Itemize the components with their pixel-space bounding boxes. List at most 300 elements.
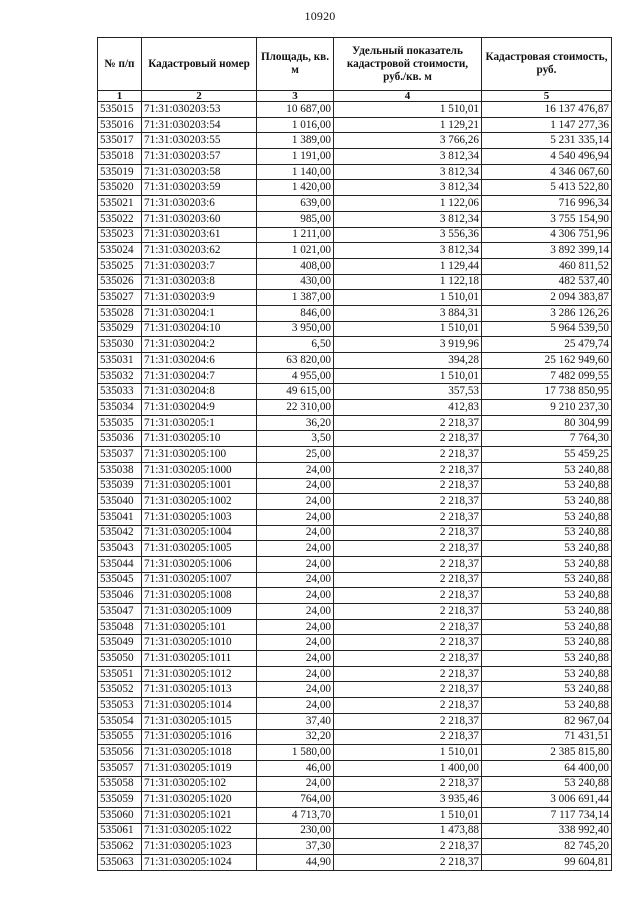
cadastral-number-cell: 71:31:030204:1 [142,305,257,321]
table-row [98,400,612,416]
area-cell: 1 016,00 [257,117,334,133]
specific-value-cell: 3 812,34 [334,243,482,259]
specific-value-cell: 2 218,37 [334,839,482,855]
row-number-cell: 535046 [98,588,142,604]
area-cell: 25,00 [257,447,334,463]
specific-value-cell: 1 510,01 [334,102,482,118]
header-num: № п/п [98,38,142,91]
row-number-cell: 535039 [98,478,142,494]
specific-value-cell: 2 218,37 [334,556,482,572]
cadastral-value-cell: 7 117 734,14 [482,807,612,823]
area-cell: 846,00 [257,305,334,321]
specific-value-cell: 3 935,46 [334,792,482,808]
specific-value-cell: 3 919,96 [334,337,482,353]
cadastral-number-cell: 71:31:030205:1010 [142,635,257,651]
cadastral-number-cell: 71:31:030205:1015 [142,713,257,729]
row-number-cell: 535063 [98,855,142,871]
specific-value-cell: 2 218,37 [334,415,482,431]
specific-value-cell: 3 812,34 [334,211,482,227]
specific-value-cell: 3 884,31 [334,305,482,321]
header-specific-value: Удельный показатель кадастровой стоимости, руб./кв. м [334,38,482,91]
row-number-cell: 535054 [98,713,142,729]
table-row [98,823,612,839]
cadastral-number-cell: 71:31:030204:9 [142,400,257,416]
area-cell: 32,20 [257,729,334,745]
cadastral-number-cell: 71:31:030203:55 [142,133,257,149]
cadastral-number-cell: 71:31:030203:9 [142,290,257,306]
cadastral-value-cell: 53 240,88 [482,604,612,620]
table-row [98,353,612,369]
area-cell: 24,00 [257,525,334,541]
cadastral-value-cell: 53 240,88 [482,635,612,651]
table-row [98,572,612,588]
area-cell: 10 687,00 [257,102,334,118]
row-number-cell: 535047 [98,604,142,620]
row-number-cell: 535056 [98,745,142,761]
specific-value-cell: 1 510,01 [334,807,482,823]
cadastral-number-cell: 71:31:030205:1014 [142,698,257,714]
row-number-cell: 535061 [98,823,142,839]
specific-value-cell: 1 122,18 [334,274,482,290]
area-cell: 1 387,00 [257,290,334,306]
specific-value-cell: 1 400,00 [334,760,482,776]
header-cadastral-value: Кадастровая стоимость, руб. [482,38,612,91]
row-number-cell: 535041 [98,509,142,525]
area-cell: 4 713,70 [257,807,334,823]
specific-value-cell: 3 556,36 [334,227,482,243]
area-cell: 1 191,00 [257,149,334,165]
cadastral-value-cell: 82 745,20 [482,839,612,855]
row-number-cell: 535032 [98,368,142,384]
cadastral-number-cell: 71:31:030203:6 [142,196,257,212]
row-number-cell: 535017 [98,133,142,149]
specific-value-cell: 2 218,37 [334,698,482,714]
area-cell: 1 140,00 [257,164,334,180]
table-row [98,509,612,525]
specific-value-cell: 2 218,37 [334,776,482,792]
cadastral-value-cell: 7 482 099,55 [482,368,612,384]
row-number-cell: 535029 [98,321,142,337]
area-cell: 24,00 [257,541,334,557]
table-row [98,713,612,729]
table-row [98,682,612,698]
cadastral-value-cell: 53 240,88 [482,651,612,667]
cadastral-number-cell: 71:31:030204:10 [142,321,257,337]
area-cell: 230,00 [257,823,334,839]
specific-value-cell: 412,83 [334,400,482,416]
header-row [98,38,612,91]
table-row [98,258,612,274]
cadastral-value-table [97,37,612,871]
cadastral-value-cell: 2 094 383,87 [482,290,612,306]
table-row [98,745,612,761]
row-number-cell: 535045 [98,572,142,588]
specific-value-cell: 357,53 [334,384,482,400]
row-number-cell: 535031 [98,353,142,369]
table-row [98,839,612,855]
specific-value-cell: 2 218,37 [334,619,482,635]
cadastral-number-cell: 71:31:030203:53 [142,102,257,118]
cadastral-value-cell: 1 147 277,36 [482,117,612,133]
cadastral-value-cell: 82 967,04 [482,713,612,729]
row-number-cell: 535016 [98,117,142,133]
cadastral-number-cell: 71:31:030205:1007 [142,572,257,588]
specific-value-cell: 2 218,37 [334,666,482,682]
area-cell: 36,20 [257,415,334,431]
cadastral-value-cell: 53 240,88 [482,525,612,541]
area-cell: 24,00 [257,619,334,635]
cadastral-number-cell: 71:31:030205:1024 [142,855,257,871]
cadastral-number-cell: 71:31:030205:1 [142,415,257,431]
cadastral-number-cell: 71:31:030205:1020 [142,792,257,808]
row-number-cell: 535036 [98,431,142,447]
cadastral-number-cell: 71:31:030205:1021 [142,807,257,823]
cadastral-value-cell: 3 006 691,44 [482,792,612,808]
specific-value-cell: 3 812,34 [334,180,482,196]
cadastral-value-cell: 5 413 522,80 [482,180,612,196]
row-number-cell: 535033 [98,384,142,400]
cadastral-number-cell: 71:31:030205:1022 [142,823,257,839]
row-number-cell: 535044 [98,556,142,572]
page-number: 10920 [304,9,336,23]
specific-value-cell: 2 218,37 [334,635,482,651]
row-number-cell: 535050 [98,651,142,667]
table-row [98,164,612,180]
row-number-cell: 535055 [98,729,142,745]
row-number-cell: 535049 [98,635,142,651]
cadastral-number-cell: 71:31:030205:1018 [142,745,257,761]
area-cell: 24,00 [257,651,334,667]
table-row [98,698,612,714]
specific-value-cell: 2 218,37 [334,431,482,447]
specific-value-cell: 2 218,37 [334,509,482,525]
cadastral-number-cell: 71:31:030205:1001 [142,478,257,494]
table-row [98,431,612,447]
area-cell: 1 021,00 [257,243,334,259]
cadastral-value-cell: 3 755 154,90 [482,211,612,227]
table-row [98,117,612,133]
cadastral-value-cell: 53 240,88 [482,619,612,635]
area-cell: 49 615,00 [257,384,334,400]
cadastral-number-cell: 71:31:030203:7 [142,258,257,274]
cadastral-value-cell: 53 240,88 [482,478,612,494]
area-cell: 1 211,00 [257,227,334,243]
table-row [98,729,612,745]
cadastral-number-cell: 71:31:030203:62 [142,243,257,259]
area-cell: 408,00 [257,258,334,274]
area-cell: 6,50 [257,337,334,353]
table-row [98,666,612,682]
area-cell: 44,90 [257,855,334,871]
cadastral-value-cell: 53 240,88 [482,698,612,714]
cadastral-number-cell: 71:31:030205:1008 [142,588,257,604]
table-row [98,211,612,227]
table-row [98,556,612,572]
cadastral-number-cell: 71:31:030205:1011 [142,651,257,667]
table-body [98,102,612,871]
cadastral-number-cell: 71:31:030203:54 [142,117,257,133]
cadastral-value-cell: 53 240,88 [482,682,612,698]
specific-value-cell: 1 510,01 [334,745,482,761]
column-index: 5 [482,91,612,102]
cadastral-value-cell: 9 210 237,30 [482,400,612,416]
specific-value-cell: 2 218,37 [334,572,482,588]
row-number-cell: 535026 [98,274,142,290]
row-number-cell: 535030 [98,337,142,353]
area-cell: 985,00 [257,211,334,227]
cadastral-value-cell: 17 738 850,95 [482,384,612,400]
area-cell: 24,00 [257,556,334,572]
cadastral-value-cell: 53 240,88 [482,462,612,478]
row-number-cell: 535040 [98,494,142,510]
area-cell: 3 950,00 [257,321,334,337]
cadastral-number-cell: 71:31:030203:57 [142,149,257,165]
row-number-cell: 535024 [98,243,142,259]
row-number-cell: 535019 [98,164,142,180]
specific-value-cell: 1 129,44 [334,258,482,274]
area-cell: 37,40 [257,713,334,729]
row-number-cell: 535057 [98,760,142,776]
specific-value-cell: 2 218,37 [334,494,482,510]
header-area: Площадь, кв. м [257,38,334,91]
specific-value-cell: 2 218,37 [334,682,482,698]
table-row [98,384,612,400]
table-row [98,525,612,541]
cadastral-value-cell: 4 346 067,60 [482,164,612,180]
row-number-cell: 535038 [98,462,142,478]
specific-value-cell: 2 218,37 [334,478,482,494]
area-cell: 24,00 [257,776,334,792]
table-row [98,760,612,776]
cadastral-value-cell: 716 996,34 [482,196,612,212]
table-row [98,337,612,353]
table-row [98,635,612,651]
specific-value-cell: 2 218,37 [334,541,482,557]
area-cell: 24,00 [257,494,334,510]
row-number-cell: 535015 [98,102,142,118]
row-number-cell: 535020 [98,180,142,196]
column-index: 1 [98,91,142,102]
column-index: 3 [257,91,334,102]
cadastral-number-cell: 71:31:030203:60 [142,211,257,227]
cadastral-value-cell: 53 240,88 [482,776,612,792]
cadastral-number-cell: 71:31:030205:1016 [142,729,257,745]
area-cell: 24,00 [257,572,334,588]
table-row [98,792,612,808]
area-cell: 1 389,00 [257,133,334,149]
table-row [98,149,612,165]
specific-value-cell: 2 218,37 [334,525,482,541]
cadastral-value-cell: 25 479,74 [482,337,612,353]
cadastral-value-cell: 64 400,00 [482,760,612,776]
column-index: 2 [142,91,257,102]
row-number-cell: 535022 [98,211,142,227]
cadastral-value-cell: 53 240,88 [482,588,612,604]
area-cell: 1 580,00 [257,745,334,761]
column-index-row [98,91,612,102]
cadastral-number-cell: 71:31:030205:10 [142,431,257,447]
area-cell: 4 955,00 [257,368,334,384]
table-row [98,604,612,620]
specific-value-cell: 2 218,37 [334,604,482,620]
area-cell: 22 310,00 [257,400,334,416]
row-number-cell: 535035 [98,415,142,431]
table-row [98,541,612,557]
cadastral-value-cell: 80 304,99 [482,415,612,431]
specific-value-cell: 3 812,34 [334,164,482,180]
area-cell: 24,00 [257,478,334,494]
specific-value-cell: 2 218,37 [334,462,482,478]
cadastral-value-cell: 25 162 949,60 [482,353,612,369]
cadastral-value-cell: 4 306 751,96 [482,227,612,243]
cadastral-number-cell: 71:31:030205:1002 [142,494,257,510]
table-row [98,274,612,290]
table-row [98,776,612,792]
table-row [98,196,612,212]
specific-value-cell: 2 218,37 [334,651,482,667]
row-number-cell: 535051 [98,666,142,682]
specific-value-cell: 1 129,21 [334,117,482,133]
row-number-cell: 535059 [98,792,142,808]
cadastral-number-cell: 71:31:030204:2 [142,337,257,353]
cadastral-value-cell: 53 240,88 [482,541,612,557]
row-number-cell: 535037 [98,447,142,463]
row-number-cell: 535027 [98,290,142,306]
table-row [98,180,612,196]
table-row [98,478,612,494]
specific-value-cell: 3 812,34 [334,149,482,165]
cadastral-number-cell: 71:31:030205:1009 [142,604,257,620]
area-cell: 764,00 [257,792,334,808]
table-row [98,227,612,243]
row-number-cell: 535043 [98,541,142,557]
row-number-cell: 535034 [98,400,142,416]
table-row [98,462,612,478]
table-row [98,588,612,604]
row-number-cell: 535028 [98,305,142,321]
row-number-cell: 535058 [98,776,142,792]
cadastral-value-cell: 5 964 539,50 [482,321,612,337]
cadastral-value-cell: 482 537,40 [482,274,612,290]
cadastral-value-cell: 16 137 476,87 [482,102,612,118]
specific-value-cell: 2 218,37 [334,713,482,729]
area-cell: 63 820,00 [257,353,334,369]
table-row [98,619,612,635]
column-index: 4 [334,91,482,102]
area-cell: 639,00 [257,196,334,212]
area-cell: 46,00 [257,760,334,776]
specific-value-cell: 1 510,01 [334,368,482,384]
row-number-cell: 535062 [98,839,142,855]
table-row [98,494,612,510]
cadastral-number-cell: 71:31:030204:8 [142,384,257,400]
table-row [98,133,612,149]
row-number-cell: 535023 [98,227,142,243]
cadastral-value-cell: 53 240,88 [482,494,612,510]
cadastral-number-cell: 71:31:030205:1019 [142,760,257,776]
specific-value-cell: 2 218,37 [334,855,482,871]
table-row [98,243,612,259]
table-row [98,447,612,463]
cadastral-number-cell: 71:31:030203:58 [142,164,257,180]
cadastral-number-cell: 71:31:030205:1000 [142,462,257,478]
table-row [98,651,612,667]
cadastral-number-cell: 71:31:030204:6 [142,353,257,369]
cadastral-number-cell: 71:31:030205:1005 [142,541,257,557]
cadastral-value-cell: 4 540 496,94 [482,149,612,165]
area-cell: 24,00 [257,604,334,620]
cadastral-number-cell: 71:31:030205:1023 [142,839,257,855]
specific-value-cell: 1 122,06 [334,196,482,212]
table-row [98,102,612,118]
cadastral-number-cell: 71:31:030205:1006 [142,556,257,572]
area-cell: 1 420,00 [257,180,334,196]
cadastral-number-cell: 71:31:030205:100 [142,447,257,463]
cadastral-number-cell: 71:31:030205:101 [142,619,257,635]
specific-value-cell: 1 510,01 [334,321,482,337]
cadastral-value-cell: 460 811,52 [482,258,612,274]
row-number-cell: 535025 [98,258,142,274]
row-number-cell: 535042 [98,525,142,541]
table-row [98,368,612,384]
row-number-cell: 535021 [98,196,142,212]
table-row [98,415,612,431]
cadastral-value-cell: 99 604,81 [482,855,612,871]
specific-value-cell: 1 510,01 [334,290,482,306]
specific-value-cell: 394,28 [334,353,482,369]
table-row [98,855,612,871]
table-row [98,321,612,337]
cadastral-value-cell: 55 459,25 [482,447,612,463]
cadastral-value-cell: 53 240,88 [482,572,612,588]
cadastral-value-cell: 7 764,30 [482,431,612,447]
cadastral-number-cell: 71:31:030204:7 [142,368,257,384]
cadastral-number-cell: 71:31:030203:61 [142,227,257,243]
area-cell: 24,00 [257,462,334,478]
area-cell: 24,00 [257,698,334,714]
cadastral-number-cell: 71:31:030205:1012 [142,666,257,682]
row-number-cell: 535053 [98,698,142,714]
row-number-cell: 535052 [98,682,142,698]
header-cadastral-number: Кадастровый номер [142,38,257,91]
table-row [98,305,612,321]
area-cell: 24,00 [257,682,334,698]
cadastral-value-cell: 338 992,40 [482,823,612,839]
cadastral-value-cell: 5 231 335,14 [482,133,612,149]
area-cell: 24,00 [257,635,334,651]
area-cell: 430,00 [257,274,334,290]
cadastral-number-cell: 71:31:030205:1003 [142,509,257,525]
area-cell: 37,30 [257,839,334,855]
specific-value-cell: 2 218,37 [334,588,482,604]
cadastral-value-cell: 53 240,88 [482,556,612,572]
table-row [98,290,612,306]
cadastral-number-cell: 71:31:030203:8 [142,274,257,290]
cadastral-value-cell: 53 240,88 [482,666,612,682]
cadastral-value-cell: 3 286 126,26 [482,305,612,321]
table-row [98,807,612,823]
cadastral-value-cell: 71 431,51 [482,729,612,745]
cadastral-number-cell: 71:31:030203:59 [142,180,257,196]
specific-value-cell: 3 766,26 [334,133,482,149]
cadastral-value-cell: 2 385 815,80 [482,745,612,761]
specific-value-cell: 2 218,37 [334,729,482,745]
row-number-cell: 535060 [98,807,142,823]
cadastral-number-cell: 71:31:030205:102 [142,776,257,792]
specific-value-cell: 1 473,88 [334,823,482,839]
area-cell: 24,00 [257,666,334,682]
specific-value-cell: 2 218,37 [334,447,482,463]
